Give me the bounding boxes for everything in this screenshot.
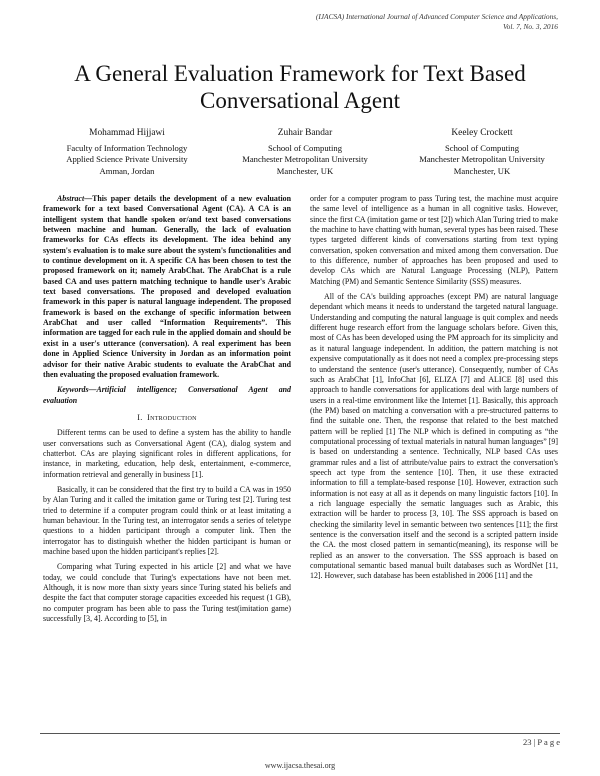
section-numeral: I. bbox=[137, 412, 143, 422]
abstract bbox=[43, 194, 291, 380]
section-title: Introduction bbox=[147, 412, 197, 422]
author-institution: Applied Science Private University bbox=[66, 154, 188, 165]
footer-url: www.ijacsa.thesai.org bbox=[264, 761, 336, 770]
author-location: Amman, Jordan bbox=[99, 165, 155, 176]
right-paragraph-1: order for a computer program to pass Turing test, the machine must acquire the same level of intelligence as a human in all cognitive tasks. However, since the first CA (imitation game or test [2]) which Alan Turing tried to make the machine to have chatting with human, several types has been raised. These types targeted different kinds of conversations starting from text typing conversation, spoken conversation and mixed among them conversation. Due to this difference, number of approaches has been proposed and used to develop CAs which are Natural Language Processing (NLP), Pattern Matching (PM) and Semantic Sentence Similarity (SSS) measures. bbox=[310, 194, 558, 286]
intro-paragraph-2: Basically, it can be considered that the first try to build a CA was in 1950 by Alan Turing and it called the imitation game or Turing test [2]. Turing test tried to determine if a computer program could think or at least imitating a human behaviour. In the Turing test, an interrogator sends a series of teletype questions to a hidden participant through a computer link. Then the interrogator has to distinguish whether the hidden participant is human or machine based upon the hidden participant's replies [2]. bbox=[43, 484, 291, 556]
paper-title bbox=[40, 60, 560, 114]
keywords: Keywords—Artificial intelligence; Conversational Agent and evaluation bbox=[43, 385, 291, 405]
author-name: Zuhair Bandar bbox=[277, 128, 333, 138]
right-paragraph-2: All of the CA's building approaches (except PM) are natural language dependant which means it needs to understand the targeted natural language. Understanding and computing the natural language is quit complex and needs different huge research effort from the language scholars before. Given this, most of CAs has been developed using the PM approach for its simplicity and as it natural language independent. In addition, the pattern matching is not expensive computationally as it does not need a complex pre-processing steps to understand the sentence (user's utterance). Consequently, number of CAs such as ArabChat [1], InfoChat [6], ELIZA [7] and ALICE [8] used this approach to handle conversations for applications deal with large numbers of users in a real-time environment like the Internet [1]. Basically, this approach (the PM) based on matching a conversation with a pre-structured patterns to find the suitable one. Then, the response that related to the best matched pattern will be replied [1] The NLP which is defined in computing as “the computational processing of textual materials in natural human languages” [9] is based on understanding a sentence. Technically, NLP based CAs uses grammar rules and a list of attribute/value pairs to extract the conversation's speech act type from the sentence [10]. Then, it use these extracted information to fill a template-based response [10]. However, extraction such information is not easy at all as it depends on many linguistic factors [10]. In a rich language especially the sematic languages such as Arabic, this extraction will be harder to process [3, 10]. The SSS approach is based on checking the similarity level in semantic between two sentences [11]; the first sentence is the conversation itself and the second is a scripted pattern inside the CA. the most closed pattern in semantic(meaning), its response will be replied as an answer to the conversation. The SSS approach is based on computational semantic based manual built databases such as WordNet [11, 12]. However, such database has been established in 2006 [11] and the bbox=[310, 292, 558, 581]
page-label: | P a g e bbox=[531, 737, 560, 747]
author-block-3 bbox=[387, 128, 577, 177]
paper-title-line-2: Conversational Agent bbox=[200, 88, 400, 113]
author-institution: Manchester Metropolitan University bbox=[242, 154, 368, 165]
abstract-text: —This paper details the development of a new evaluation framework for a text based Conversational Agent (CA). A CA is an intelligent system that handle spoken or/and text based conversations between machine and human. Generally, the lack of evaluation frameworks for CAs effects its development. The idea behind any system's evaluation is to make sure about the system's functionalities and to continue development on it. A specific CA has been chosen to test the proposed framework on it; namely ArabChat. The ArabChat is a rule based CA and uses pattern matching technique to handle user's Arabic text based conversations. The proposed and developed evaluation framework in this paper is natural language independent. The proposed framework is based on the exchange of specific information between ArabChat and user called “Information Requirements”. This information are tagged for each rule in the applied domain and should be exist in a user's utterance (conversation). A real experiment has been done in Applied Science University in Jordan as an information point advisor for their native Arabic students to evaluate the ArabChat and then evaluating the proposed evaluation framework. bbox=[43, 194, 291, 379]
intro-paragraph-1: Different terms can be used to define a system has the ability to handle user conversations such as Conversational Agent (CA), dialog system and chatterbot. CAs are playing significant roles in different applications, for instance, in marketing, education, help desk, entertainment, e-commerce, information retrieval and generally in business [1]. bbox=[43, 428, 291, 479]
author-affiliation: School of Computing bbox=[444, 143, 519, 154]
intro-paragraph-3: Comparing what Turing expected in his article [2] and what we have today, we could conclude that Turing's expectations have not been met. Although, it is now more than sixty years since Turing stated his beliefs and despite the fact that computer storage capacities exceeded his request (1 GB), no computer program has been able to pass the Turing test(imitation game) successfully [3, 4]. According to [5], in bbox=[43, 562, 291, 624]
page-number bbox=[523, 737, 560, 747]
paper-title-line-1: A General Evaluation Framework for Text Based bbox=[74, 61, 526, 86]
journal-name: (IJACSA) International Journal of Advanced Computer Science and Applications, bbox=[315, 12, 558, 21]
footer-rule bbox=[40, 733, 560, 734]
author-block-2 bbox=[210, 128, 400, 177]
author-location: Manchester, UK bbox=[276, 165, 334, 176]
author-institution: Manchester Metropolitan University bbox=[419, 154, 545, 165]
right-column bbox=[310, 194, 558, 582]
author-location: Manchester, UK bbox=[453, 165, 511, 176]
author-name: Mohammad Hijjawi bbox=[89, 128, 165, 138]
journal-volume: Vol. 7, No. 3, 2016 bbox=[502, 22, 558, 31]
author-affiliation: School of Computing bbox=[267, 143, 342, 154]
journal-header bbox=[198, 12, 558, 32]
abstract-label: Abstract bbox=[57, 194, 85, 203]
page-number-value: 23 bbox=[522, 737, 532, 747]
author-block-1 bbox=[32, 128, 222, 177]
section-heading-introduction bbox=[43, 413, 291, 423]
author-affiliation: Faculty of Information Technology bbox=[66, 143, 188, 154]
author-name: Keeley Crockett bbox=[451, 128, 513, 138]
left-column bbox=[43, 194, 291, 624]
